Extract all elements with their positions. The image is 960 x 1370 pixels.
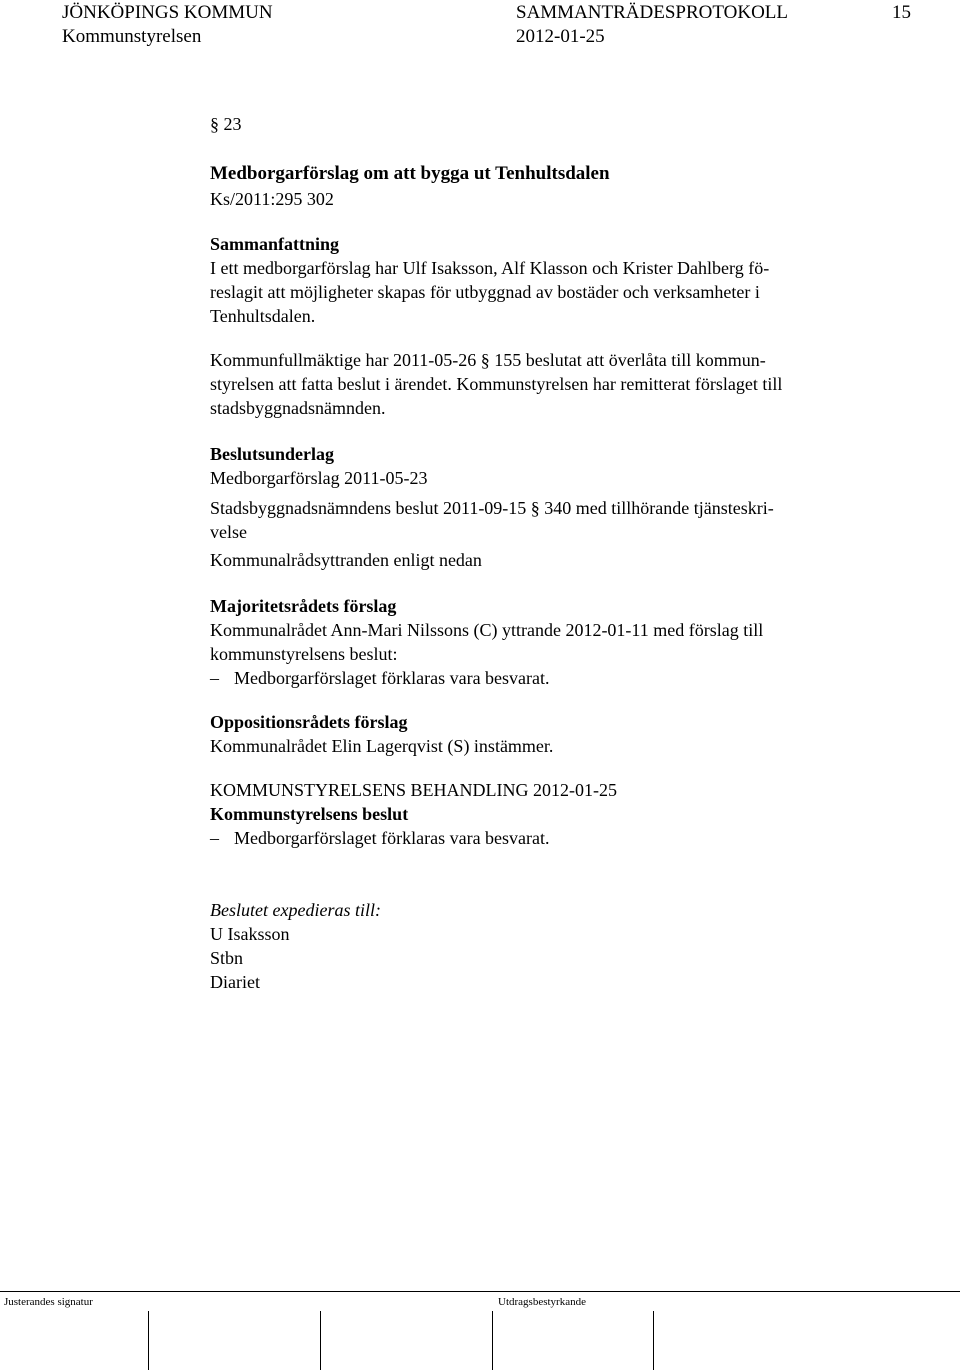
footer-certification-label: Utdragsbestyrkande [498, 1296, 586, 1308]
majority-proposal [210, 666, 550, 690]
header-org: JÖNKÖPINGS KOMMUN [62, 2, 273, 23]
distribution-recipient: U Isaksson [210, 924, 290, 944]
summary-line: reslagit att möjligheter skapas för utbyggnad av bostäder och verksamheter i [210, 282, 760, 302]
decision-item [210, 826, 550, 850]
basis-item: Medborgarförslag 2011-05-23 [210, 468, 428, 488]
basis-item: velse [210, 522, 247, 542]
distribution-heading: Beslutet expedieras till: [210, 900, 381, 920]
signature-box-divider [653, 1311, 654, 1370]
majority-line: kommunstyrelsens beslut: [210, 644, 398, 664]
summary-line: Tenhultsdalen. [210, 306, 316, 326]
distribution-recipient: Stbn [210, 948, 244, 968]
summary-line: Kommunfullmäktige har 2011-05-26 § 155 beslutat att överlåta till kommun- [210, 350, 766, 370]
summary-line: stadsbyggnadsnämnden. [210, 398, 386, 418]
dash-bullet: – [210, 828, 219, 848]
footer-signature-label: Justerandes signatur [4, 1296, 93, 1308]
basis-item: Kommunalrådsyttranden enligt nedan [210, 550, 482, 570]
basis-item: Stadsbyggnadsnämndens beslut 2011-09-15 § 340 med tillhörande tjänsteskri- [210, 498, 774, 518]
case-number: Ks/2011:295 302 [210, 189, 334, 209]
section-title: Medborgarförslag om att bygga ut Tenhultsdalen [210, 163, 610, 184]
signature-box-divider [148, 1311, 149, 1370]
opposition-text: Kommunalrådet Elin Lagerqvist (S) instämmer. [210, 736, 554, 756]
header-board: Kommunstyrelsen [62, 26, 202, 47]
summary-line: I ett medborgarförslag har Ulf Isaksson, Alf Klasson och Krister Dahlberg fö- [210, 258, 770, 278]
footer-divider [0, 1291, 960, 1292]
majority-heading: Majoritetsrådets förslag [210, 596, 397, 616]
decision-text: Medborgarförslaget förklaras vara besvarat. [234, 828, 550, 848]
header-page-number: 15 [892, 2, 911, 23]
section-number: § 23 [210, 114, 242, 134]
summary-heading: Sammanfattning [210, 234, 340, 254]
header-doc-type: SAMMANTRÄDESPROTOKOLL [516, 2, 789, 23]
signature-box-divider [320, 1311, 321, 1370]
signature-box-divider [492, 1311, 493, 1370]
basis-heading: Beslutsunderlag [210, 444, 335, 464]
opposition-heading: Oppositionsrådets förslag [210, 712, 408, 732]
header-date: 2012-01-25 [516, 26, 605, 47]
decision-handling: KOMMUNSTYRELSENS BEHANDLING 2012-01-25 [210, 780, 617, 800]
majority-proposal-text: Medborgarförslaget förklaras vara besvarat. [234, 668, 550, 688]
decision-heading: Kommunstyrelsens beslut [210, 804, 409, 824]
distribution-recipient: Diariet [210, 972, 260, 992]
majority-line: Kommunalrådet Ann-Mari Nilssons (C) yttrande 2012-01-11 med förslag till [210, 620, 764, 640]
summary-line: styrelsen att fatta beslut i ärendet. Kommunstyrelsen har remitterat förslaget till [210, 374, 783, 394]
dash-bullet: – [210, 668, 219, 688]
